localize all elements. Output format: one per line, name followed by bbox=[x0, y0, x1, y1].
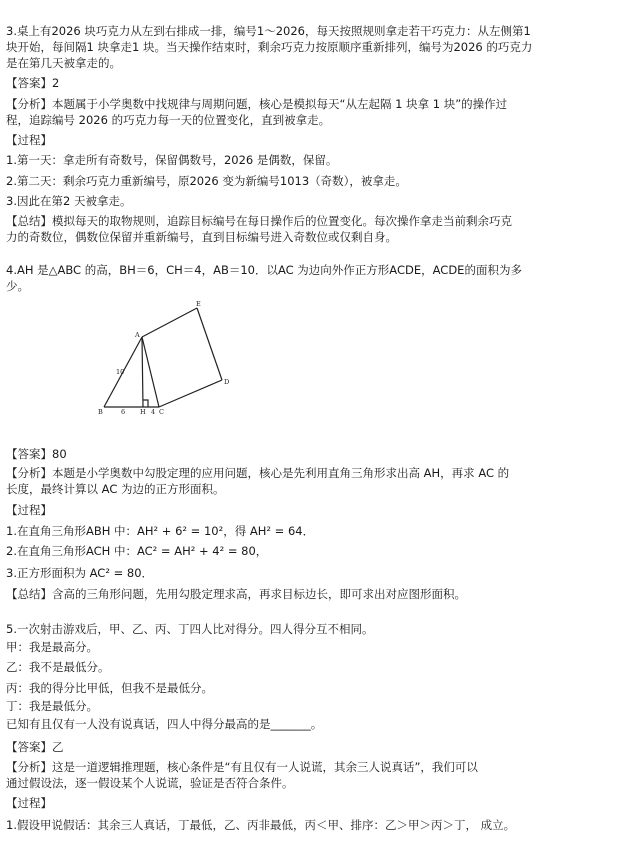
length-ab: 10 bbox=[116, 368, 125, 376]
q3-stem-line2: 块开始，每间隔1 块拿走1 块。当天操作结束时，剩余巧克力按原顺序重新排列，编号为2026 的巧克力 bbox=[6, 40, 533, 54]
q4-analysis-line2: 长度，最终计算以 AC 为边的正方形面积。 bbox=[6, 482, 225, 496]
q4-step2: 2.在直角三角形ACH 中：AC² = AH² + 4² = 80， bbox=[6, 544, 268, 558]
q3-summary-line2: 力的奇数位，偶数位保留并重新编号，直到目标编号进入奇数位或仅剩自身。 bbox=[6, 230, 397, 244]
label-b: B bbox=[98, 408, 103, 416]
segment-ab bbox=[104, 337, 142, 407]
q5-analysis-line2: 通过假设法，逐一假设某个人说谎，验证是否符合条件。 bbox=[6, 776, 294, 790]
q4-process-label: 【过程】 bbox=[6, 503, 52, 517]
length-hc: 4 bbox=[151, 408, 156, 416]
label-c: C bbox=[159, 408, 164, 416]
q5-answer: 【答案】乙 bbox=[6, 740, 64, 754]
q3-stem-line1: 3.桌上有2026 块巧克力从左到右排成一排，编号1～2026，每天按照规则拿走若干巧克力：从左侧第1 bbox=[6, 24, 531, 38]
q3-process-label: 【过程】 bbox=[6, 133, 52, 147]
segment-ah bbox=[142, 337, 143, 407]
q4-step3: 3.正方形面积为 AC² = 80． bbox=[6, 566, 154, 580]
q4-stem-line2: 少。 bbox=[6, 279, 29, 293]
label-a: A bbox=[135, 331, 140, 339]
segment-ae bbox=[142, 308, 197, 337]
label-d: D bbox=[224, 378, 230, 386]
label-h: H bbox=[140, 408, 146, 416]
q3-answer: 【答案】2 bbox=[6, 76, 60, 90]
q4-summary: 【总结】含高的三角形问题，先用勾股定理求高，再求目标边长，即可求出对应图形面积。 bbox=[6, 587, 466, 601]
q3-analysis-line2: 程，追踪编号 2026 的巧克力每一天的位置变化，直到被拿走。 bbox=[6, 113, 331, 127]
segment-dc bbox=[159, 380, 222, 407]
q3-step1: 1.第一天：拿走所有奇数号，保留偶数号，2026 是偶数，保留。 bbox=[6, 153, 338, 167]
q5-process-label: 【过程】 bbox=[6, 796, 52, 810]
q5-statement-bing: 丙：我的得分比甲低，但我不是最低分。 bbox=[6, 681, 213, 695]
q3-stem-line3: 是在第几天被拿走的。 bbox=[6, 56, 121, 70]
q5-question: 已知有且仅有一人没有说真话，四人中得分最高的是_______。 bbox=[6, 717, 323, 731]
q5-statement-ding: 丁：我是最低分。 bbox=[6, 699, 98, 713]
q3-step3: 3.因此在第2 天被拿走。 bbox=[6, 194, 132, 208]
segment-ac bbox=[142, 337, 159, 407]
segment-ed bbox=[197, 308, 222, 380]
q4-answer: 【答案】80 bbox=[6, 447, 67, 461]
q3-summary-line1: 【总结】模拟每天的取物规则，追踪目标编号在每日操作后的位置变化。每次操作拿走当前剩余巧克 bbox=[6, 214, 512, 228]
length-bh: 6 bbox=[121, 408, 126, 416]
q3-step2: 2.第二天：剩余巧克力重新编号，原2026 变为新编号1013（奇数），被拿走。 bbox=[6, 174, 407, 188]
right-angle-mark bbox=[143, 400, 148, 407]
label-e: E bbox=[196, 300, 201, 308]
q3-analysis-line1: 【分析】本题属于小学奥数中找规律与周期问题，核心是模拟每天“从左起隔 1 块拿 1 块”的操作过 bbox=[6, 97, 508, 111]
q4-analysis-line1: 【分析】本题是小学奥数中勾股定理的应用问题，核心是先利用直角三角形求出高 AH，再求 AC 的 bbox=[6, 466, 510, 480]
q5-statement-yi: 乙：我不是最低分。 bbox=[6, 660, 110, 674]
q5-statement-jia: 甲：我是最高分。 bbox=[6, 640, 98, 654]
q5-analysis-line1: 【分析】这是一道逻辑推理题，核心条件是“有且仅有一人说谎，其余三人说真话”，我们可以 bbox=[6, 760, 478, 774]
q4-stem-line1: 4.AH 是△ABC 的高，BH＝6，CH＝4，AB＝10．以AC 为边向外作正方形ACDE，ACDE的面积为多 bbox=[6, 263, 522, 277]
q5-step1: 1.假设甲说假话：其余三人真话，丁最低，乙、丙非最低，丙＜甲、排序：乙＞甲＞丙＞丁， 成立。 bbox=[6, 818, 516, 832]
q4-step1: 1.在直角三角形ABH 中：AH² + 6² = 10²，得 AH² = 64． bbox=[6, 524, 315, 538]
q5-stem: 5.一次射击游戏后，甲、乙、丙、丁四人比对得分。四人得分互不相同。 bbox=[6, 622, 374, 636]
